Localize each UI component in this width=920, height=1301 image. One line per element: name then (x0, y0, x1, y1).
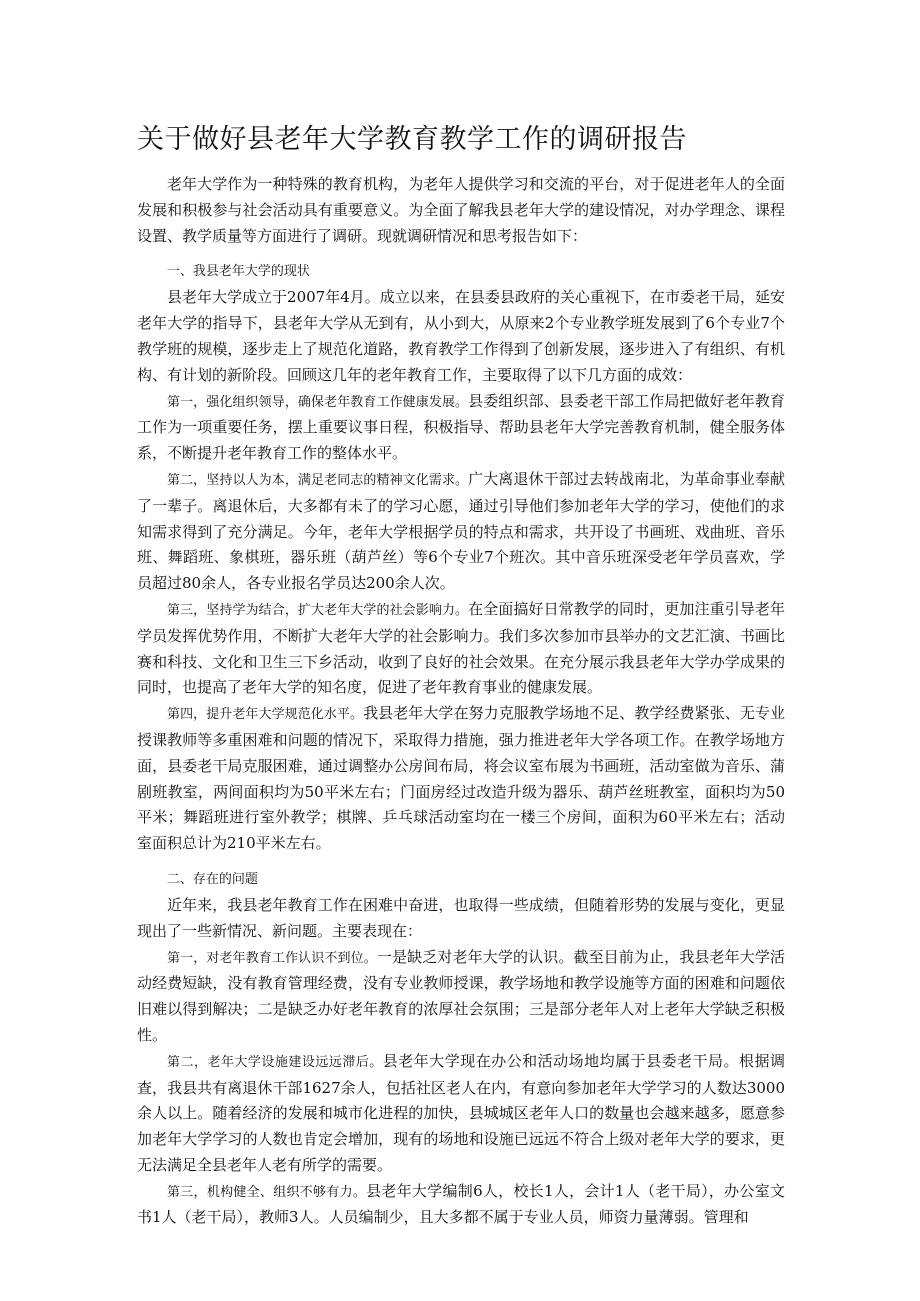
item-text: 县老年大学现在办公和活动场地均属于县委老干局。根据调查，我县共有离退休干部1627余人，包括社区老人在内，有意向参加老年大学学习的人数达3000余人以上。随着经济的发展和城市化进程的加快，县城城区老年人口的数量也会越来越多，愿意参加老年大学学习的人数也肯定会增加，现有的场地和设施已远远不符合上级对老年大学的要求，更无法满足全县老年人老有所学的需要。 (137, 1051, 785, 1174)
item-lead: 第三，机构健全、组织不够有力。 (167, 1184, 367, 1200)
item-lead: 第二，老年大学设施建设远远滞后。 (167, 1054, 383, 1070)
item-text: 一是缺乏对老年大学的认识。截至目前为止，我县老年大学活动经费短缺，没有教育管理经费，没有专业教师授课，教学场地和教学设施等方面的困难和问题依旧难以得到解决；二是缺乏办好老年教育的浓厚社会氛围；三是部分老年人对上老年大学缺乏积极性。 (137, 947, 785, 1044)
item-lead: 第一，对老年教育工作认识不到位。 (167, 950, 377, 966)
section-heading-status: 一、我县老年大学的现状 (166, 264, 310, 280)
list-item (137, 389, 785, 467)
list-item (137, 597, 785, 701)
section-paragraph: 县老年大学成立于2007年4月。成立以来，在县委县政府的关心重视下，在市委老干局，延安老年大学的指导下，县老年大学从无到有，从小到大，从原来2个专业教学班发展到了6个专业7个教学班的规模，逐步走上了规范化道路，教育教学工作得到了创新发展，逐步进入了有组织、有机构、有计划的新阶段。回顾这几年的老年教育工作，主要取得了以下几方面的成效： (137, 288, 785, 384)
list-item (137, 1049, 785, 1179)
intro-paragraph: 老年大学作为一种特殊的教育机构，为老年人提供学习和交流的平台，对于促进老年人的全面发展和积极参与社会活动具有重要意义。为全面了解我县老年大学的建设情况，对办学理念、课程设置、教学质量等方面进行了调研。现就调研情况和思考报告如下： (137, 175, 785, 245)
list-item (137, 467, 785, 597)
item-text: 在全面搞好日常教学的同时，更加注重引导老年学员发挥优势作用，不断扩大老年大学的社会影响力。我们多次参加市县举办的文艺汇演、书画比赛和科技、文化和卫生三下乡活动，收到了良好的社会效果。在充分展示我县老年大学办学成果的同时，也提高了老年大学的知名度，促进了老年教育事业的健康发展。 (137, 599, 785, 697)
list-item (137, 1179, 785, 1232)
item-lead: 第三，坚持学为结合，扩大老年大学的社会影响力。 (167, 602, 469, 618)
item-lead: 第四，提升老年大学规范化水平。 (167, 707, 364, 723)
item-lead: 第二，坚持以人为本，满足老同志的精神文化需求。 (167, 472, 469, 488)
item-text: 县老年大学编制6人，校长1人，会计1人（老干局），办公室文书1人（老干局），教师3人。人员编制少，且大多都不属于专业人员，师资力量薄弱。管理和 (137, 1181, 785, 1227)
item-text: 我县老年大学在努力克服教学场地不足、教学经费紧张、无专业授课教师等多重困难和问题的情况下，采取得力措施，强力推进老年大学各项工作。在教学场地方面，县委老干局克服困难，通过调整办公房间布局，将会议室布展为书画班，活动室做为音乐、蒲剧班教室，两间面积均为50平米左右；门面房经过改造升级为器乐、葫芦丝班教室，面积均为50平米；舞蹈班进行室外教学；棋牌、乒乓球活动室均在一楼三个房间，面积为60平米左右；活动室面积总计为210平米左右。 (137, 704, 785, 853)
document-page (137, 120, 785, 1231)
list-item (137, 701, 785, 857)
item-text: 广大离退休干部过去转战南北，为革命事业奉献了一辈子。离退休后，大多都有未了的学习心愿，通过引导他们参加老年大学的学习，使他们的求知需求得到了充分满足。今年，老年大学根据学员的特点和需求，共开设了书画班、戏曲班、音乐班、舞蹈班、象棋班，器乐班（葫芦丝）等6个专业7个班次。其中音乐班深受老年学员喜欢，学员超过80余人，各专业报名学员达200余人次。 (137, 469, 785, 593)
item-lead: 第一，强化组织领导，确保老年教育工作健康发展。 (167, 394, 469, 410)
list-item (137, 945, 785, 1049)
section-paragraph: 近年来，我县老年教育工作在困难中奋进，也取得一些成绩，但随着形势的发展与变化，更显现出了一些新情况、新问题。主要表现在： (137, 895, 785, 940)
section-heading-problems: 二、存在的问题 (166, 871, 258, 887)
item-text: 县委组织部、县委老干部工作局把做好老年教育工作为一项重要任务，摆上重要议事日程，积极指导、帮助县老年大学完善教育机制，健全服务体系，不断提升老年教育工作的整体水平。 (137, 391, 785, 463)
document-title: 关于做好县老年大学教育教学工作的调研报告 (137, 124, 687, 155)
